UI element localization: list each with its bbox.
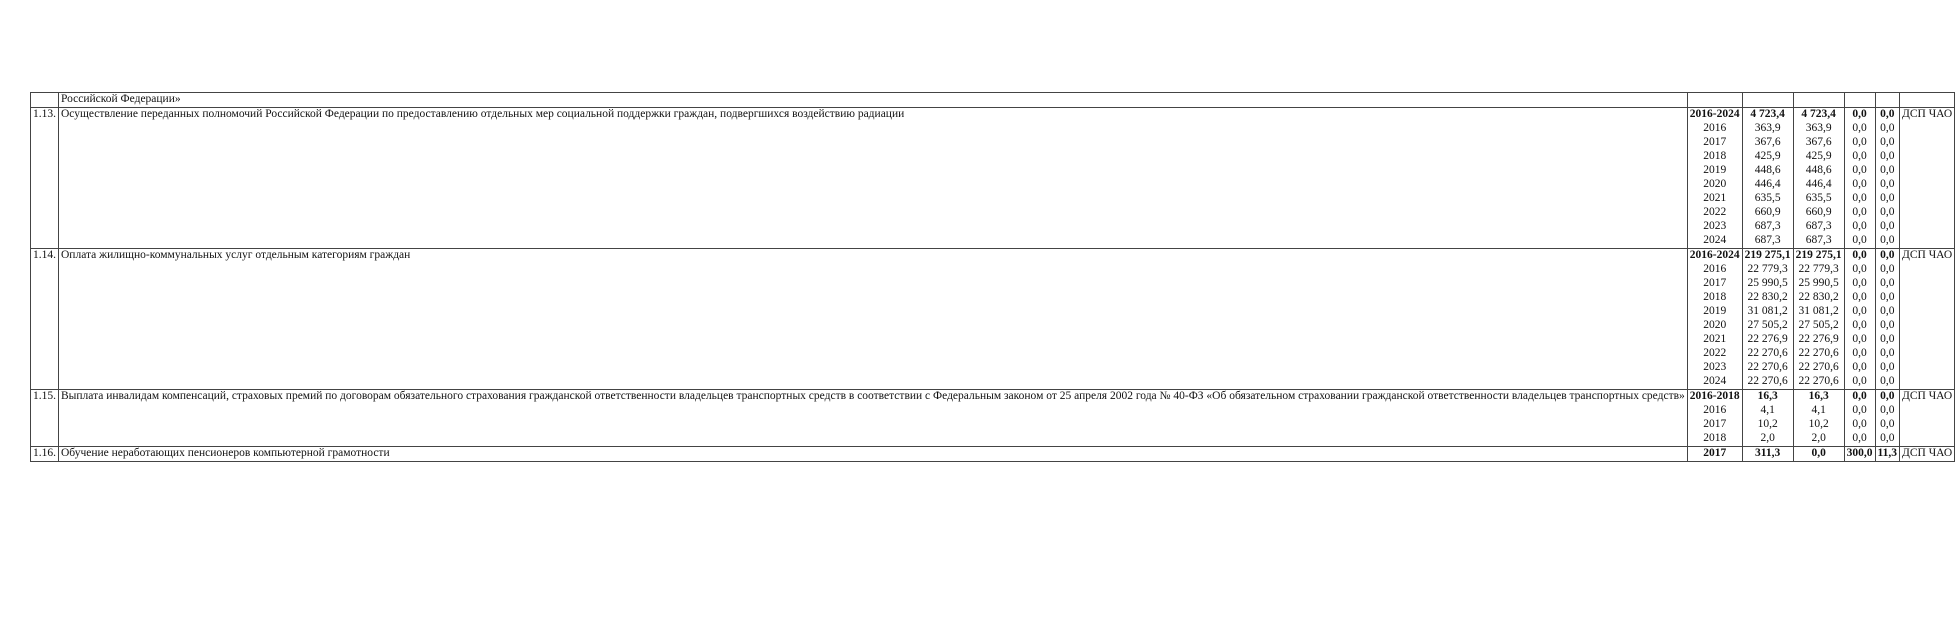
federal-budget-cell: 635,5 [1793, 192, 1844, 206]
activity-name: Обучение неработающих пенсионеров компьютерной грамотности [59, 447, 1688, 462]
total-cell: 367,6 [1742, 136, 1793, 150]
table-body [31, 93, 1955, 462]
regional-budget-cell: 0,0 [1844, 234, 1875, 249]
year-cell: 2018 [1687, 432, 1742, 447]
regional-budget-cell: 0,0 [1844, 150, 1875, 164]
year-cell: 2020 [1687, 319, 1742, 333]
year-cell: 2016-2024 [1687, 249, 1742, 264]
regional-budget-cell: 0,0 [1844, 333, 1875, 347]
regional-budget-cell: 0,0 [1844, 361, 1875, 375]
other-sources-cell: 0,0 [1875, 136, 1900, 150]
regional-budget-cell: 0,0 [1844, 277, 1875, 291]
federal-budget-cell: 16,3 [1793, 390, 1844, 405]
year-cell: 2016 [1687, 122, 1742, 136]
regional-budget-cell: 0,0 [1844, 305, 1875, 319]
regional-budget-cell: 0,0 [1844, 164, 1875, 178]
total-cell: 16,3 [1742, 390, 1793, 405]
regional-budget-cell: 0,0 [1844, 319, 1875, 333]
other-sources-cell: 0,0 [1875, 347, 1900, 361]
federal-budget-cell: 31 081,2 [1793, 305, 1844, 319]
regional-budget-cell: 0,0 [1844, 347, 1875, 361]
regional-budget-cell: 0,0 [1844, 220, 1875, 234]
year-cell: 2019 [1687, 305, 1742, 319]
total-cell: 635,5 [1742, 192, 1793, 206]
federal-budget-cell: 446,4 [1793, 178, 1844, 192]
total-cell: 4 723,4 [1742, 108, 1793, 123]
row-number [31, 93, 59, 108]
other-sources-cell: 0,0 [1875, 432, 1900, 447]
year-cell: 2016 [1687, 263, 1742, 277]
total-cell: 31 081,2 [1742, 305, 1793, 319]
year-cell: 2016-2018 [1687, 390, 1742, 405]
year-cell: 2022 [1687, 206, 1742, 220]
total-cell: 448,6 [1742, 164, 1793, 178]
other-sources-cell: 11,3 [1875, 447, 1900, 462]
continuation-row [31, 93, 1955, 108]
federal-budget-cell: 4 723,4 [1793, 108, 1844, 123]
total-cell: 311,3 [1742, 447, 1793, 462]
federal-budget-cell: 0,0 [1793, 447, 1844, 462]
year-cell: 2021 [1687, 192, 1742, 206]
other-sources-cell: 0,0 [1875, 319, 1900, 333]
other-sources-cell: 0,0 [1875, 418, 1900, 432]
year-cell: 2022 [1687, 347, 1742, 361]
other-sources-cell: 0,0 [1875, 220, 1900, 234]
executor-cell: ДСП ЧАО [1900, 108, 1955, 249]
total-cell: 687,3 [1742, 220, 1793, 234]
year-cell: 2023 [1687, 361, 1742, 375]
row-number: 1.14. [31, 249, 59, 390]
other-sources-cell: 0,0 [1875, 263, 1900, 277]
total-cell: 4,1 [1742, 404, 1793, 418]
federal-budget-cell: 448,6 [1793, 164, 1844, 178]
table-row [31, 390, 1955, 405]
federal-budget-cell: 660,9 [1793, 206, 1844, 220]
regional-budget-cell: 0,0 [1844, 206, 1875, 220]
year-cell: 2019 [1687, 164, 1742, 178]
year-cell: 2017 [1687, 447, 1742, 462]
other-sources-cell: 0,0 [1875, 333, 1900, 347]
table-row [31, 108, 1955, 123]
regional-budget-cell: 0,0 [1844, 122, 1875, 136]
row-number: 1.16. [31, 447, 59, 462]
total-cell: 2,0 [1742, 432, 1793, 447]
regional-budget-cell: 0,0 [1844, 249, 1875, 264]
year-cell: 2017 [1687, 136, 1742, 150]
federal-budget-cell: 2,0 [1793, 432, 1844, 447]
federal-budget-cell: 27 505,2 [1793, 319, 1844, 333]
other-sources-cell: 0,0 [1875, 249, 1900, 264]
regional-budget-cell: 0,0 [1844, 136, 1875, 150]
year-cell: 2017 [1687, 418, 1742, 432]
year-cell: 2017 [1687, 277, 1742, 291]
table-row [31, 249, 1955, 264]
total-cell: 22 270,6 [1742, 347, 1793, 361]
regional-budget-cell: 300,0 [1844, 447, 1875, 462]
row-number: 1.13. [31, 108, 59, 249]
other-sources-cell: 0,0 [1875, 192, 1900, 206]
row-number: 1.15. [31, 390, 59, 447]
value-cell [1793, 93, 1844, 108]
total-cell: 22 270,6 [1742, 375, 1793, 390]
other-sources-cell: 0,0 [1875, 122, 1900, 136]
value-cell [1742, 93, 1793, 108]
federal-budget-cell: 25 990,5 [1793, 277, 1844, 291]
other-sources-cell: 0,0 [1875, 277, 1900, 291]
other-sources-cell: 0,0 [1875, 150, 1900, 164]
federal-budget-cell: 425,9 [1793, 150, 1844, 164]
total-cell: 27 505,2 [1742, 319, 1793, 333]
total-cell: 219 275,1 [1742, 249, 1793, 264]
year-cell: 2021 [1687, 333, 1742, 347]
year-cell: 2024 [1687, 375, 1742, 390]
federal-budget-cell: 22 276,9 [1793, 333, 1844, 347]
total-cell: 363,9 [1742, 122, 1793, 136]
other-sources-cell: 0,0 [1875, 390, 1900, 405]
value-cell [1875, 93, 1900, 108]
other-sources-cell: 0,0 [1875, 291, 1900, 305]
executor-cell [1900, 93, 1955, 108]
regional-budget-cell: 0,0 [1844, 375, 1875, 390]
federal-budget-cell: 22 779,3 [1793, 263, 1844, 277]
federal-budget-cell: 4,1 [1793, 404, 1844, 418]
regional-budget-cell: 0,0 [1844, 178, 1875, 192]
activity-name: Выплата инвалидам компенсаций, страховых премий по договорам обязательного страхования гражданской ответственности владельцев транспортных средств в соответствии с Федеральным законом от 25 апреля 2002 года № 40-ФЗ «Об обязательном страховании гражданской ответственности владельцев транспортных средств» [59, 390, 1688, 447]
other-sources-cell: 0,0 [1875, 178, 1900, 192]
executor-cell: ДСП ЧАО [1900, 390, 1955, 447]
federal-budget-cell: 10,2 [1793, 418, 1844, 432]
total-cell: 22 276,9 [1742, 333, 1793, 347]
federal-budget-cell: 22 270,6 [1793, 347, 1844, 361]
federal-budget-cell: 687,3 [1793, 234, 1844, 249]
budget-table [30, 92, 1955, 462]
activity-name: Российской Федерации» [59, 93, 1688, 108]
year-cell: 2023 [1687, 220, 1742, 234]
other-sources-cell: 0,0 [1875, 108, 1900, 123]
value-cell [1844, 93, 1875, 108]
executor-cell: ДСП ЧАО [1900, 447, 1955, 462]
year-cell: 2016-2024 [1687, 108, 1742, 123]
regional-budget-cell: 0,0 [1844, 432, 1875, 447]
activity-name: Оплата жилищно-коммунальных услуг отдельным категориям граждан [59, 249, 1688, 390]
total-cell: 25 990,5 [1742, 277, 1793, 291]
federal-budget-cell: 367,6 [1793, 136, 1844, 150]
federal-budget-cell: 22 270,6 [1793, 375, 1844, 390]
federal-budget-cell: 363,9 [1793, 122, 1844, 136]
total-cell: 22 270,6 [1742, 361, 1793, 375]
year-cell: 2016 [1687, 404, 1742, 418]
regional-budget-cell: 0,0 [1844, 263, 1875, 277]
other-sources-cell: 0,0 [1875, 164, 1900, 178]
total-cell: 22 830,2 [1742, 291, 1793, 305]
total-cell: 660,9 [1742, 206, 1793, 220]
activity-name: Осуществление переданных полномочий Российской Федерации по предоставлению отдельных мер социальной поддержки граждан, подвергшихся воздействию радиации [59, 108, 1688, 249]
federal-budget-cell: 687,3 [1793, 220, 1844, 234]
regional-budget-cell: 0,0 [1844, 404, 1875, 418]
year-cell: 2018 [1687, 291, 1742, 305]
federal-budget-cell: 22 830,2 [1793, 291, 1844, 305]
regional-budget-cell: 0,0 [1844, 390, 1875, 405]
total-cell: 425,9 [1742, 150, 1793, 164]
regional-budget-cell: 0,0 [1844, 108, 1875, 123]
total-cell: 22 779,3 [1742, 263, 1793, 277]
other-sources-cell: 0,0 [1875, 404, 1900, 418]
regional-budget-cell: 0,0 [1844, 418, 1875, 432]
regional-budget-cell: 0,0 [1844, 291, 1875, 305]
year-cell: 2018 [1687, 150, 1742, 164]
table-row [31, 447, 1955, 462]
other-sources-cell: 0,0 [1875, 234, 1900, 249]
other-sources-cell: 0,0 [1875, 375, 1900, 390]
total-cell: 10,2 [1742, 418, 1793, 432]
regional-budget-cell: 0,0 [1844, 192, 1875, 206]
total-cell: 687,3 [1742, 234, 1793, 249]
year-cell: 2024 [1687, 234, 1742, 249]
year-cell: 2020 [1687, 178, 1742, 192]
federal-budget-cell: 22 270,6 [1793, 361, 1844, 375]
year-cell [1687, 93, 1742, 108]
executor-cell: ДСП ЧАО [1900, 249, 1955, 390]
other-sources-cell: 0,0 [1875, 206, 1900, 220]
federal-budget-cell: 219 275,1 [1793, 249, 1844, 264]
other-sources-cell: 0,0 [1875, 305, 1900, 319]
budget-table-page [30, 92, 1955, 462]
total-cell: 446,4 [1742, 178, 1793, 192]
other-sources-cell: 0,0 [1875, 361, 1900, 375]
